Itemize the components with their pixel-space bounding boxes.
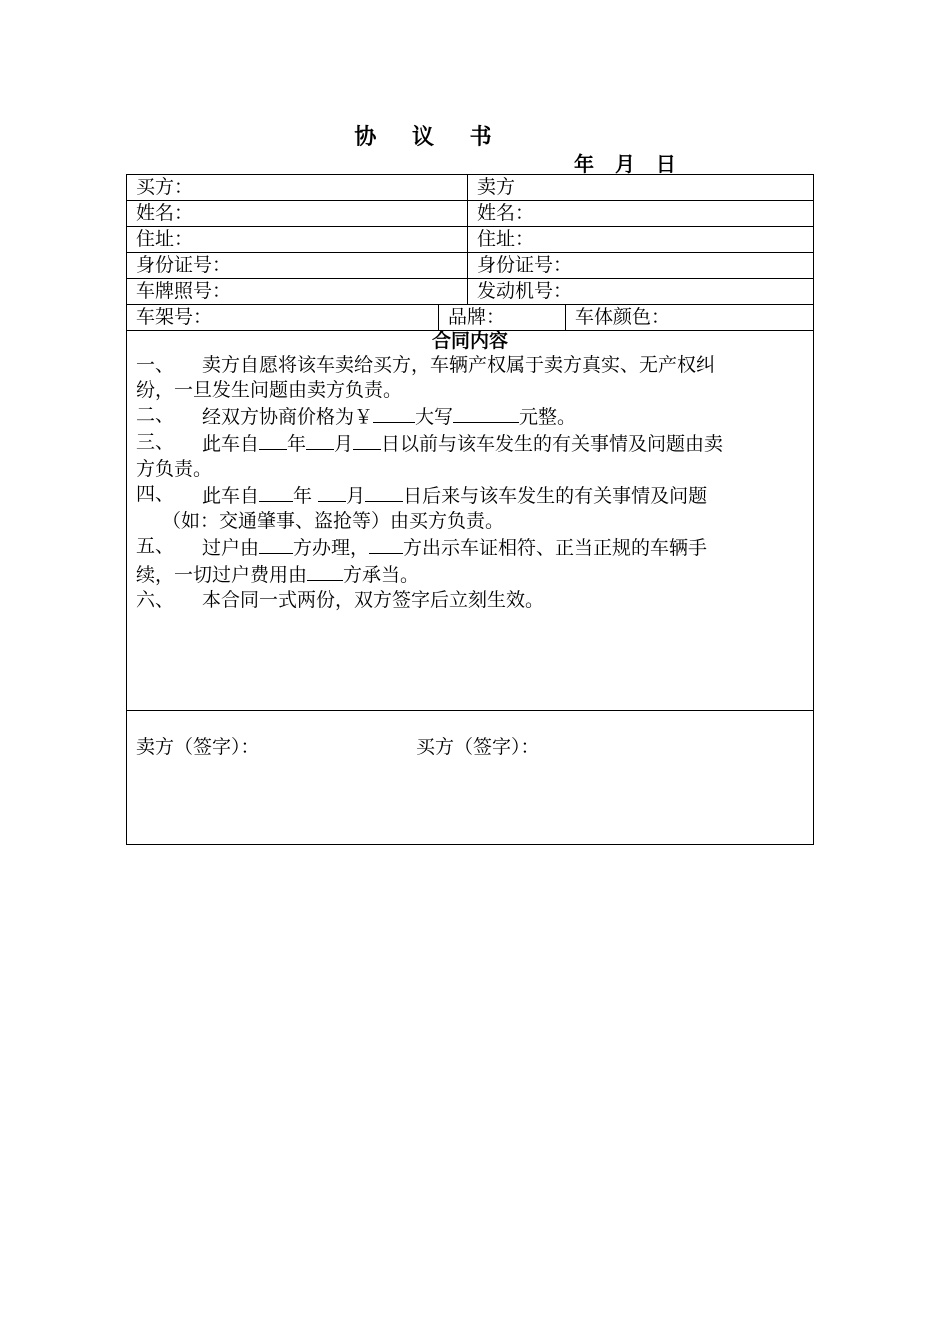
plate-number-field: 车牌照号： [136, 280, 232, 302]
clause-text-part: 方承当。 [343, 564, 420, 586]
contract-heading: 合同内容 [431, 330, 508, 352]
party-blank [369, 534, 403, 554]
clause-6 [136, 588, 808, 613]
buyer-label: 买方： [136, 176, 194, 198]
table-row [127, 201, 813, 227]
clause-text [202, 534, 808, 561]
table-row [127, 305, 813, 331]
clause-text-part: 日以前与该车发生的有关事情及问题由卖 [381, 433, 724, 455]
frame-number-field: 车架号： [136, 306, 213, 328]
buyer-name-field: 姓名： [136, 202, 194, 224]
clause-1 [136, 353, 808, 378]
table-row [127, 279, 813, 305]
clause-4 [136, 482, 808, 509]
clause-text: 卖方自愿将该车卖给买方，车辆产权属于卖方真实、无产权纠 [202, 354, 716, 376]
year-blank [259, 430, 287, 450]
party-blank [259, 534, 293, 554]
clause-text-part: 年 [293, 485, 319, 507]
clause-text [202, 482, 808, 509]
day-blank [365, 482, 403, 502]
clause-number: 二、 [136, 404, 175, 426]
month-blank [306, 430, 334, 450]
clause-text-part: 年 [287, 433, 307, 455]
clause-text-part: 月 [334, 433, 354, 455]
year-blank [259, 482, 293, 502]
clause-text-part: 元整。 [519, 406, 577, 428]
clause-text: 本合同一式两份，双方签字后立刻生效。 [202, 589, 545, 611]
clause-text-part: 此车自 [202, 485, 260, 507]
clause-2 [136, 403, 808, 430]
signature-divider [127, 710, 813, 711]
clause-number: 五、 [136, 535, 175, 557]
date-line: 年 月 日 [574, 152, 678, 176]
clause-text [202, 430, 808, 457]
price-words-blank [453, 403, 519, 423]
document-title: 协 议 书 [354, 124, 506, 150]
clause-text-part: 续，一切过户费用由 [136, 564, 308, 586]
clause-text-part: 经双方协商价格为￥ [202, 406, 374, 428]
seller-name-field: 姓名： [467, 201, 815, 226]
table-row [127, 175, 813, 201]
seller-signature-label: 卖方（签字）： [136, 736, 260, 758]
clause-text-part: 此车自 [202, 433, 260, 455]
clause-text-part: 日后来与该车发生的有关事情及问题 [403, 485, 708, 507]
month-blank [318, 482, 346, 502]
clause-continuation: 纷，一旦发生问题由卖方负责。 [136, 379, 403, 401]
day-blank [353, 430, 381, 450]
contract-clauses [136, 353, 808, 613]
clause-text-part: 过户由 [202, 537, 260, 559]
table-row [127, 227, 813, 253]
buyer-signature-label: 买方（签字）： [416, 736, 540, 758]
table-row [127, 253, 813, 279]
buyer-address-field: 住址： [136, 228, 194, 250]
seller-address-field: 住址： [467, 227, 815, 252]
clause-continuation [136, 561, 808, 588]
clause-3 [136, 430, 808, 457]
clause-continuation: （如：交通肇事、盗抢等）由买方负责。 [162, 510, 505, 532]
body-color-field: 车体颜色： [565, 305, 815, 330]
clause-5 [136, 534, 808, 561]
brand-field: 品牌： [438, 305, 565, 330]
agreement-table [126, 174, 814, 845]
clause-text-part: 大写 [415, 406, 454, 428]
clause-number: 六、 [136, 589, 175, 611]
clause-text-part: 方办理， [293, 537, 370, 559]
clause-number: 三、 [136, 431, 175, 453]
engine-number-field: 发动机号： [467, 279, 815, 304]
seller-label: 卖方 [467, 175, 815, 200]
clause-number: 四、 [136, 483, 175, 505]
fee-party-blank [307, 561, 343, 581]
price-blank [373, 403, 415, 423]
clause-continuation: 方负责。 [136, 458, 213, 480]
buyer-id-field: 身份证号： [136, 254, 232, 276]
clause-text-part: 方出示车证相符、正当正规的车辆手 [403, 537, 708, 559]
clause-text-part: 月 [346, 485, 366, 507]
clause-number: 一、 [136, 354, 175, 376]
clause-text [202, 403, 808, 430]
seller-id-field: 身份证号： [467, 253, 815, 278]
